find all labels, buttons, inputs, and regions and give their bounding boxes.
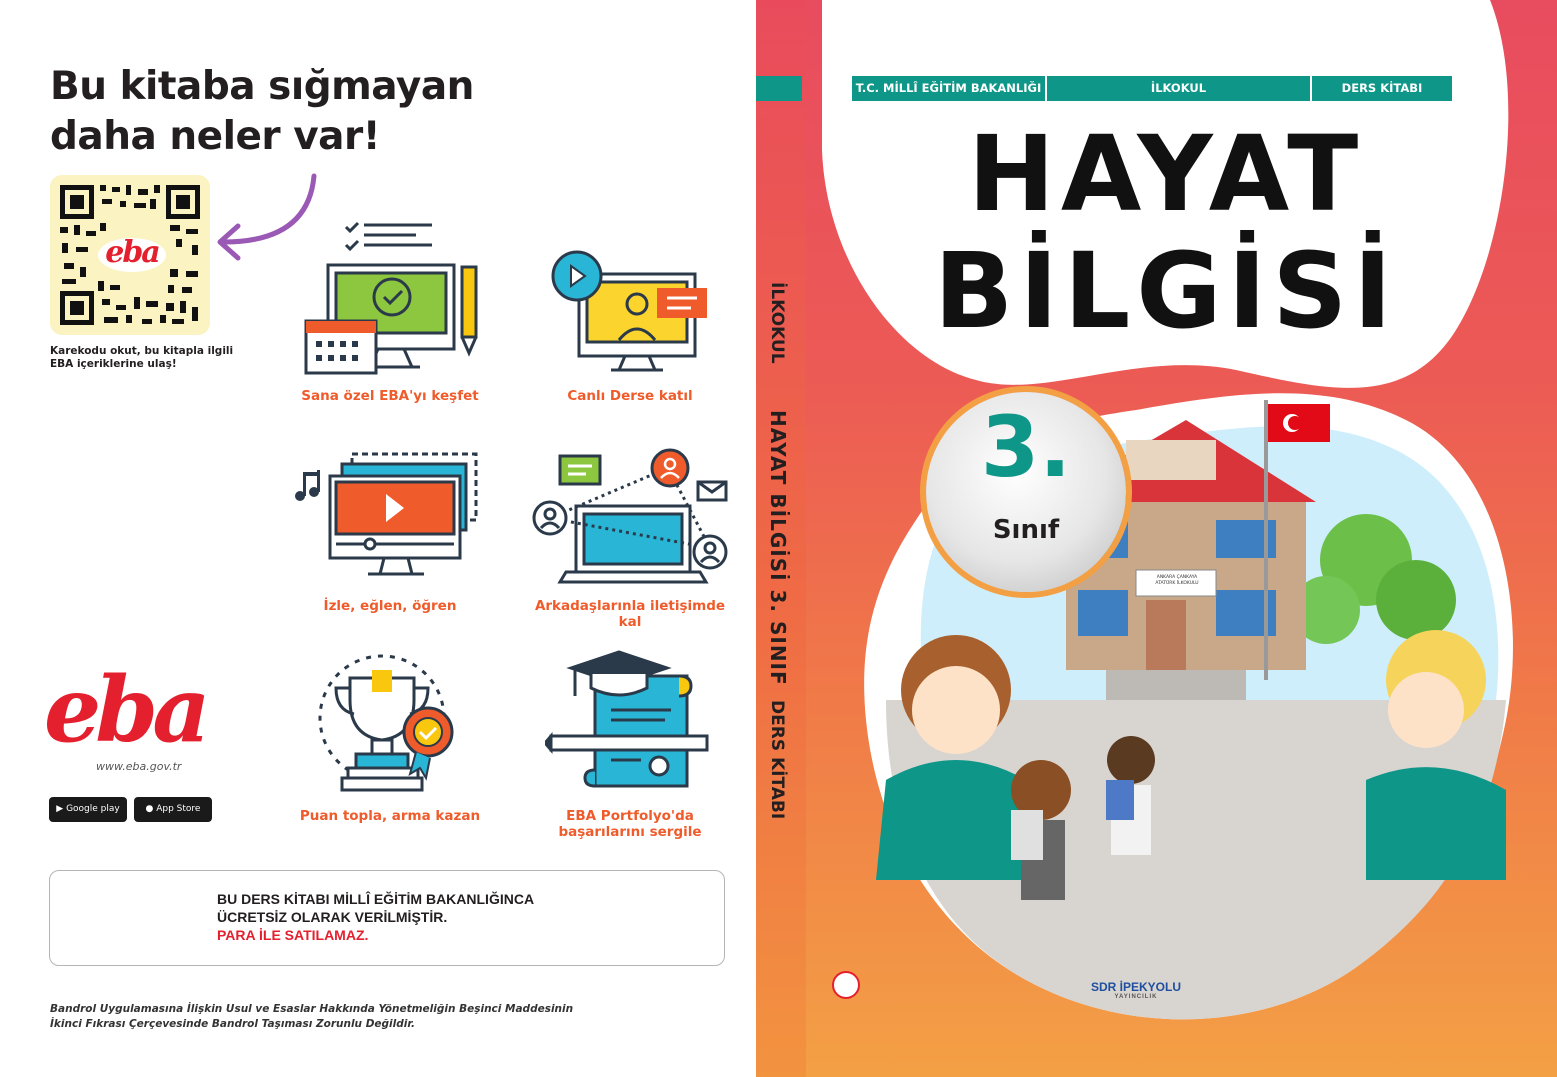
- qr-instructions: Karekodu okut, bu kitapla ilgili EBA içeriklerine ulaş!: [50, 345, 234, 370]
- notice-line-2: ÜCRETSİZ OLARAK VERİLMİŞTİR.: [217, 909, 448, 925]
- google-play-icon: ▶: [56, 804, 67, 814]
- headline-line-1: Bu kitaba sığmayan: [50, 64, 474, 109]
- feature-label-6: EBA Portfolyo'da başarılarını sergile: [558, 808, 702, 840]
- feature-label-1: Sana özel EBA'yı keşfet: [301, 388, 479, 404]
- publisher-logo: [1091, 980, 1181, 1000]
- video-player-icon: [290, 448, 490, 588]
- headline-line-2: daha neler var!: [50, 114, 380, 159]
- qr-eba-logo: eba: [105, 235, 159, 270]
- app-store-button[interactable]: [134, 797, 212, 822]
- type-bar: DERS KİTABI: [1312, 76, 1452, 101]
- publisher-name: SDR İPEKYOLU: [1091, 980, 1182, 994]
- app-store-label: App Store: [156, 804, 201, 814]
- laptop-network-icon: [528, 448, 733, 588]
- back-headline: [50, 62, 474, 162]
- feature-label-3: İzle, eğlen, öğren: [323, 598, 457, 614]
- publisher-sub: YAYINCILIK: [1114, 994, 1158, 1000]
- grade-label: Sınıf: [992, 515, 1060, 545]
- graduation-diploma-icon: [545, 650, 720, 800]
- feature-label-5: Puan topla, arma kazan: [299, 808, 481, 824]
- qr-code[interactable]: [50, 175, 210, 335]
- notice-line-1: BU DERS KİTABI MİLLÎ EĞİTİM BAKANLIĞINCA: [217, 891, 535, 907]
- eba-logo: eba: [44, 657, 205, 763]
- live-class-icon: [545, 240, 715, 380]
- title-line-1: HAYAT: [967, 113, 1365, 235]
- grade-number: 3.: [980, 398, 1072, 496]
- school-sign-line-2: ATATÜRK İLKOKULU: [1155, 581, 1199, 586]
- ministry-bar: T.C. MİLLÎ EĞİTİM BAKANLIĞI: [852, 76, 1045, 101]
- bandrol-statement: [50, 1002, 670, 1032]
- book-spine: [756, 0, 806, 1077]
- google-play-label: Google play: [66, 804, 120, 814]
- back-cover: [0, 0, 756, 1077]
- notice-line-3: PARA İLE SATILAMAZ.: [217, 927, 369, 943]
- level-bar: İLKOKUL: [1047, 76, 1310, 101]
- spine-title: HAYAT BİLGİSİ 3. SINIF: [766, 410, 790, 686]
- school-sign-line-1: ANKARA ÇANKAYA: [1156, 575, 1198, 580]
- bandrol-line-2: İkinci Fıkrası Çerçevesinde Bandrol Taşıması Zorunlu Değildir.: [50, 1018, 416, 1030]
- google-play-button[interactable]: [49, 797, 127, 822]
- apple-icon: ●: [145, 804, 157, 814]
- spine-teal-bar: [756, 76, 802, 101]
- school-sign: [1139, 575, 1215, 587]
- trophy-badge-icon: [312, 648, 472, 798]
- title-line-2: BİLGİSİ: [934, 230, 1398, 352]
- bandrol-line-1: Bandrol Uygulamasına İlişkin Usul ve Esaslar Hakkında Yönetmeliğin Beşinci Maddesinin: [50, 1003, 574, 1015]
- eba-url[interactable]: www.eba.gov.tr: [96, 760, 182, 773]
- computer-checklist-icon: [300, 215, 490, 380]
- notice-text: [217, 890, 534, 944]
- front-cover: [806, 0, 1557, 1077]
- feature-label-2: Canlı Derse katıl: [567, 388, 693, 404]
- spine-level: İLKOKUL: [767, 282, 787, 364]
- spine-type: DERS KİTABI: [767, 700, 787, 820]
- feature-label-4: Arkadaşlarınla iletişimde kal: [534, 598, 726, 630]
